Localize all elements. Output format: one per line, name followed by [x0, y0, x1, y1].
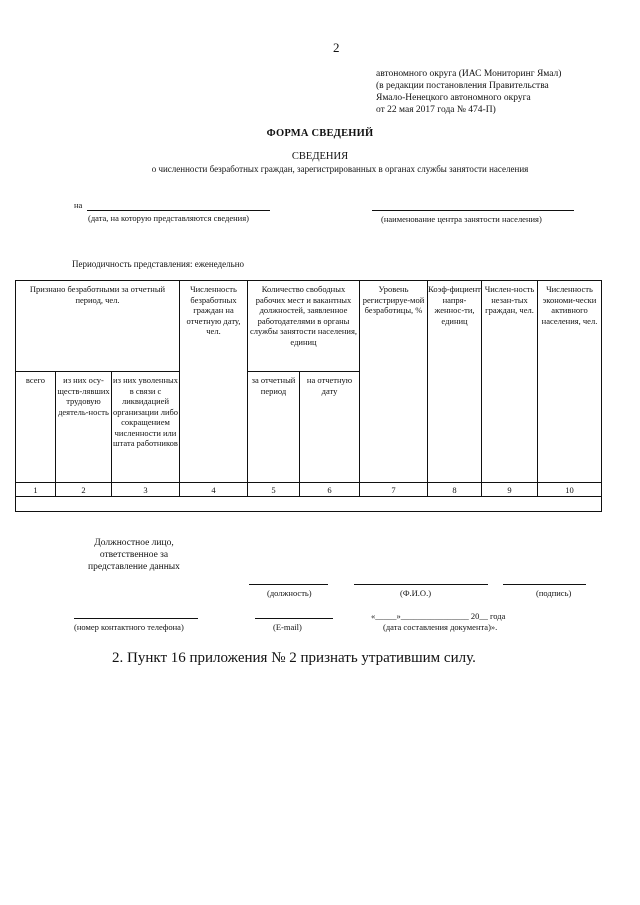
position-caption: (должность)	[267, 588, 312, 598]
col-number: 2	[55, 482, 112, 497]
email-line	[255, 618, 333, 619]
form-title: ФОРМА СВЕДЕНИЙ	[266, 128, 374, 139]
center-caption: (наименование центра занятости населения)	[381, 214, 542, 224]
group1-header: Признано безработными за отчетный период, чел.	[15, 280, 180, 372]
svedeniya-subtitle: о численности безработных граждан, зарегистрированных в органах службы занятости населения	[151, 164, 529, 174]
data-table	[15, 280, 602, 512]
col8-header: Коэф-фициент напря-женнос-ти, единиц	[427, 280, 482, 483]
table-row	[15, 496, 602, 512]
doc-date-line: «_____»________________ 20__ года	[371, 611, 506, 621]
periodicity: Периодичность представления: еженедельно	[72, 259, 245, 269]
phone-caption: (номер контактного телефона)	[74, 622, 184, 632]
reference-block	[376, 68, 561, 116]
signature-caption: (подпись)	[536, 588, 572, 598]
col6-header: на отчетную дату	[299, 371, 360, 483]
page-number: 2	[333, 40, 340, 55]
fio-line	[354, 584, 488, 585]
date-line	[87, 210, 270, 211]
col-number: 3	[111, 482, 180, 497]
official-label: Должностное лицо, ответственное за представление данных	[88, 538, 180, 572]
phone-line	[74, 618, 198, 619]
col9-header: Числен-ность незан-тых граждан, чел.	[481, 280, 538, 483]
col4-header: Численность безработных граждан на отчетную дату, чел.	[179, 280, 248, 483]
col-number: 7	[359, 482, 428, 497]
col-number: 5	[247, 482, 300, 497]
col-number: 1	[15, 482, 56, 497]
reference-line: автономного округа (ИАС Мониторинг Ямал)	[376, 69, 562, 79]
col-dismissed-header: из них уволенных в связи с ликвидацией организации либо сокращением численности или штата работников	[111, 371, 180, 483]
doc-date-caption: (дата составления документа)».	[383, 622, 498, 632]
date-prefix: на	[74, 200, 83, 210]
reference-line: Ямало-Ненецкого автономного округа	[376, 93, 531, 103]
col5-header: за отчетный период	[247, 371, 300, 483]
fio-caption: (Ф.И.О.)	[400, 588, 432, 598]
group2-header: Количество свободных рабочих мест и вакантных должностей, заявленное работодателями в органы службы занятости населения, единиц	[247, 280, 360, 372]
date-caption: (дата, на которую представляются сведения)	[88, 213, 249, 223]
center-line	[372, 210, 574, 211]
col-activity-header: из них осу-ществ-лявших трудовую деятель-ность	[55, 371, 112, 483]
position-line	[249, 584, 328, 585]
paragraph-2: 2. Пункт 16 приложения № 2 признать утратившим силу.	[112, 650, 476, 666]
col-number: 4	[179, 482, 248, 497]
col-number: 10	[537, 482, 602, 497]
email-caption: (E-mail)	[273, 622, 302, 632]
reference-line: (в редакции постановления Правительства	[376, 81, 549, 91]
col10-header: Численность экономи-чески активного населения, чел.	[537, 280, 602, 483]
col-all-header: всего	[15, 371, 56, 483]
reference-line: от 22 мая 2017 года № 474-П)	[376, 105, 496, 115]
signature-line	[503, 584, 586, 585]
col-number: 6	[299, 482, 360, 497]
col-number: 9	[481, 482, 538, 497]
col-number: 8	[427, 482, 482, 497]
svedeniya-title: СВЕДЕНИЯ	[291, 151, 349, 162]
col7-header: Уровень регистрируе-мой безработицы, %	[359, 280, 428, 483]
